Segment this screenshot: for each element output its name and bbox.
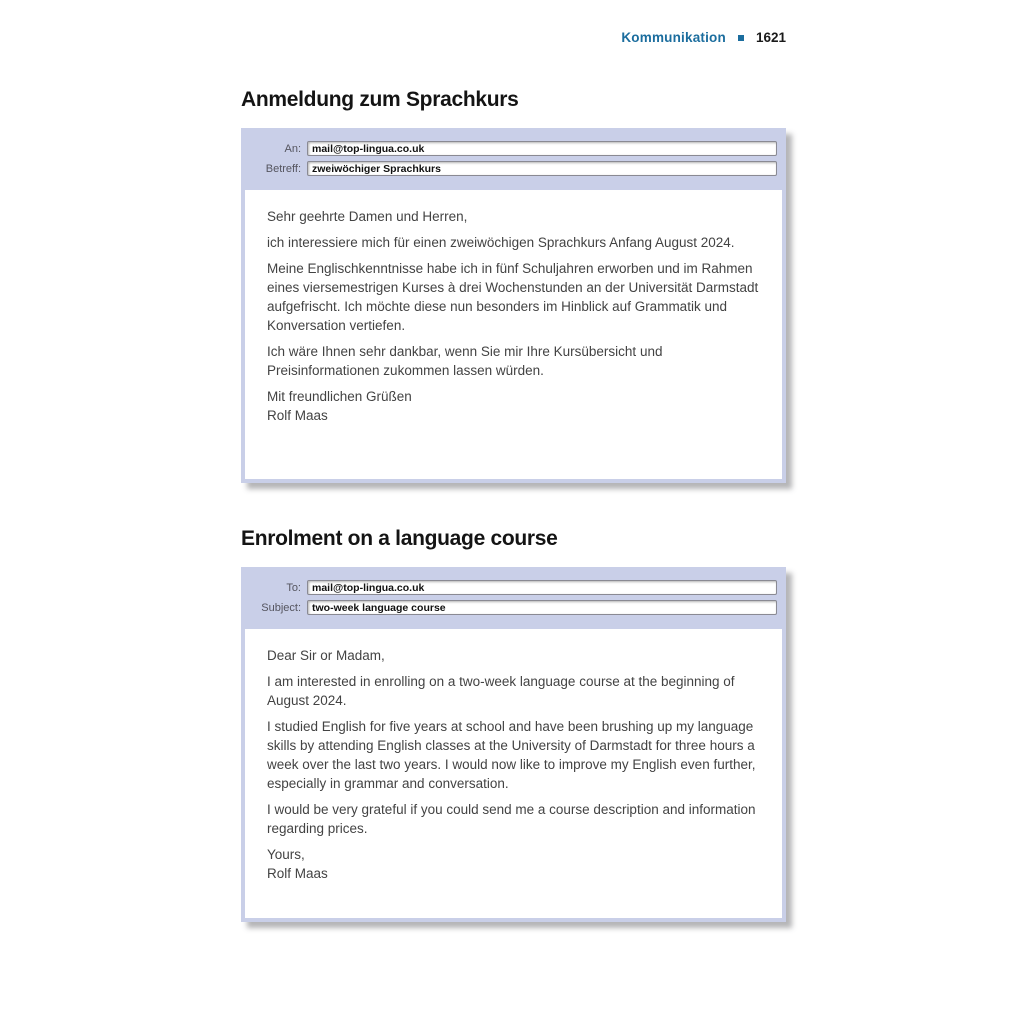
signature: Rolf Maas — [267, 408, 328, 423]
subject-field-row — [245, 161, 777, 176]
email-mockup-german — [241, 128, 786, 483]
subject-field-label: Subject: — [261, 601, 301, 614]
subject-field-row — [245, 600, 777, 615]
closing-line: Mit freundlichen Grüßen — [267, 389, 412, 404]
subject-field-input[interactable] — [307, 600, 777, 615]
chapter-label: Kommunikation — [621, 30, 726, 45]
closing-block — [267, 845, 760, 883]
to-field-label: To: — [286, 581, 301, 594]
paragraph: ich interessiere mich für einen zweiwöchigen Sprachkurs Anfang August 2024. — [267, 235, 735, 250]
to-field-row — [245, 141, 777, 156]
to-field-input[interactable] — [307, 580, 777, 595]
section-title-german: Anmeldung zum Sprachkurs — [241, 88, 519, 111]
paragraph: Meine Englischkenntnisse habe ich in fünf Schuljahren erworben und im Rahmen eines viersemestrigen Kurses à drei Wochenstunden an der Universität Darmstadt aufgefrischt. Ich möchte diese nun besonders im Hinblick auf Grammatik und Konversation vertiefen. — [267, 261, 759, 333]
email-body-english — [245, 629, 782, 918]
page-number: 1621 — [755, 30, 786, 45]
paragraph: Ich wäre Ihnen sehr dankbar, wenn Sie mir Ihre Kursübersicht und Preisinformationen zukommen lassen würden. — [267, 344, 663, 378]
signature: Rolf Maas — [267, 866, 328, 881]
paragraph: I am interested in enrolling on a two-week language course at the beginning of August 2024. — [267, 674, 735, 708]
paragraph: I studied English for five years at school and have been brushing up my language skills by attending English classes at the University of Darmstadt for three hours a week over the last two years. I would now like to improve my English even further, especially in grammar and conversation. — [267, 719, 756, 791]
email-body-german — [245, 190, 782, 479]
to-field-row — [245, 580, 777, 595]
salutation: Sehr geehrte Damen und Herren, — [267, 209, 468, 224]
email-header-english — [245, 567, 782, 629]
subject-field-input[interactable] — [307, 161, 777, 176]
page-header — [621, 30, 786, 45]
salutation: Dear Sir or Madam, — [267, 648, 385, 663]
closing-line: Yours, — [267, 847, 305, 862]
subject-field-label: Betreff: — [265, 162, 301, 175]
email-mockup-english — [241, 567, 786, 922]
section-title-english: Enrolment on a language course — [241, 527, 558, 550]
paragraph: I would be very grateful if you could send me a course description and information regarding prices. — [267, 802, 756, 836]
square-bullet-icon — [738, 35, 744, 41]
email-header-german — [245, 128, 782, 190]
closing-block — [267, 387, 760, 425]
to-field-input[interactable] — [307, 141, 777, 156]
to-field-label: An: — [284, 142, 301, 155]
page-content — [241, 88, 786, 922]
